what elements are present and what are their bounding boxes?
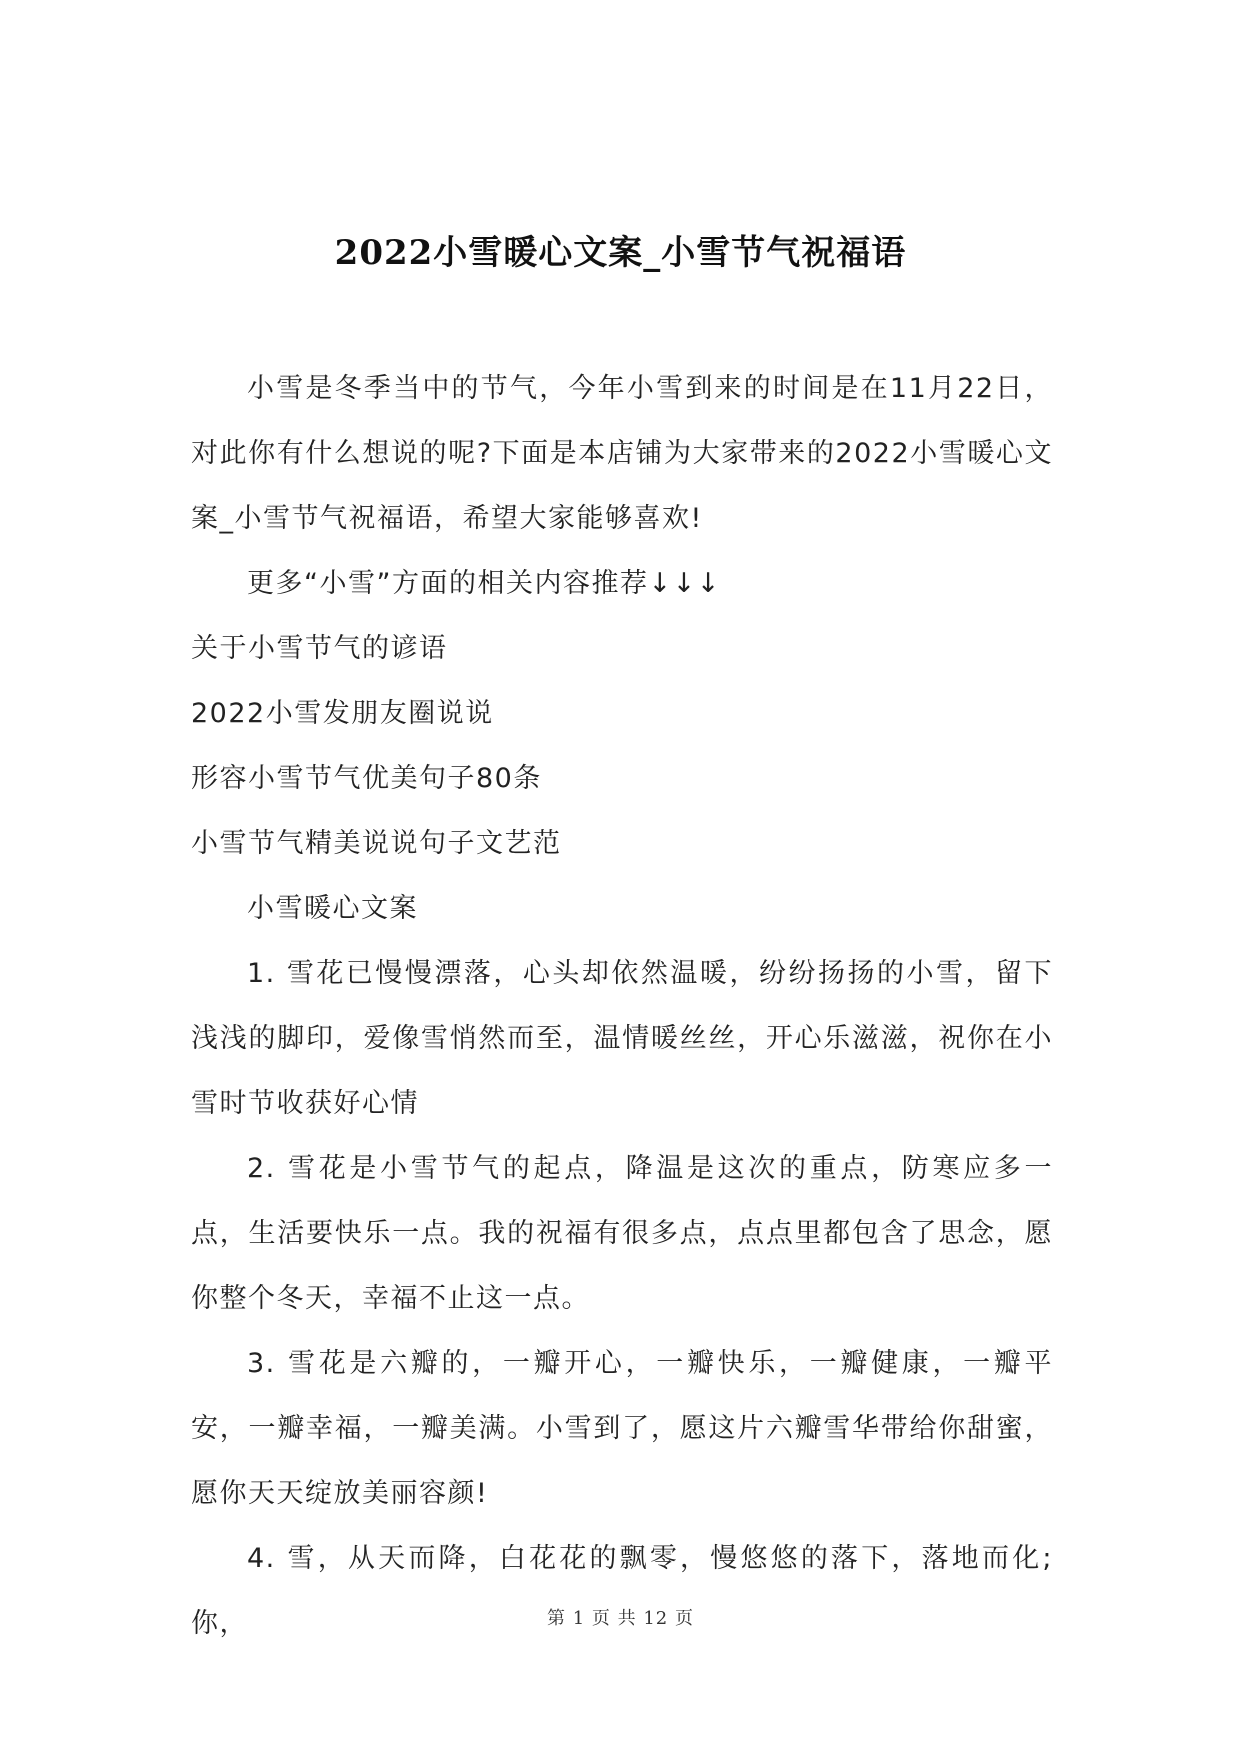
list-item: 4. 雪，从天而降，白花花的飘零，慢悠悠的落下，落地而化;你， — [191, 1543, 1053, 1639]
document-title: 2022小雪暖心文案_小雪节气祝福语 — [334, 233, 907, 273]
list-item: 2. 雪花是小雪节气的起点，降温是这次的重点，防寒应多一点，生活要快乐一点。我的祝福有很多点，点点里都包含了思念，愿你整个冬天，幸福不止这一点。 — [191, 1153, 1053, 1314]
recommendation-line: 更多“小雪”方面的相关内容推荐↓↓↓ — [247, 568, 721, 599]
related-link-moments[interactable]: 2022小雪发朋友圈说说 — [191, 698, 494, 729]
list-item: 3. 雪花是六瓣的，一瓣开心，一瓣快乐，一瓣健康，一瓣平安，一瓣幸福，一瓣美满。小雪到了，愿这片六瓣雪华带给你甜蜜，愿你天天绽放美丽容颜! — [191, 1348, 1053, 1509]
related-link-proverbs[interactable]: 关于小雪节气的谚语 — [191, 633, 448, 664]
page-number-footer: 第 1 页 共 12 页 — [547, 1608, 694, 1629]
intro-paragraph: 小雪是冬季当中的节气，今年小雪到来的时间是在11月22日，对此你有什么想说的呢?下面是本店铺为大家带来的2022小雪暖心文案_小雪节气祝福语，希望大家能够喜欢! — [191, 373, 1053, 534]
related-link-artistic[interactable]: 小雪节气精美说说句子文艺范 — [191, 828, 562, 859]
related-link-sentences[interactable]: 形容小雪节气优美句子80条 — [191, 763, 542, 794]
document-body — [191, 356, 1053, 1656]
list-item: 1. 雪花已慢慢漂落，心头却依然温暖，纷纷扬扬的小雪，留下浅浅的脚印，爱像雪悄然而至，温情暖丝丝，开心乐滋滋，祝你在小雪时节收获好心情 — [191, 958, 1053, 1119]
section-heading: 小雪暖心文案 — [247, 893, 418, 924]
